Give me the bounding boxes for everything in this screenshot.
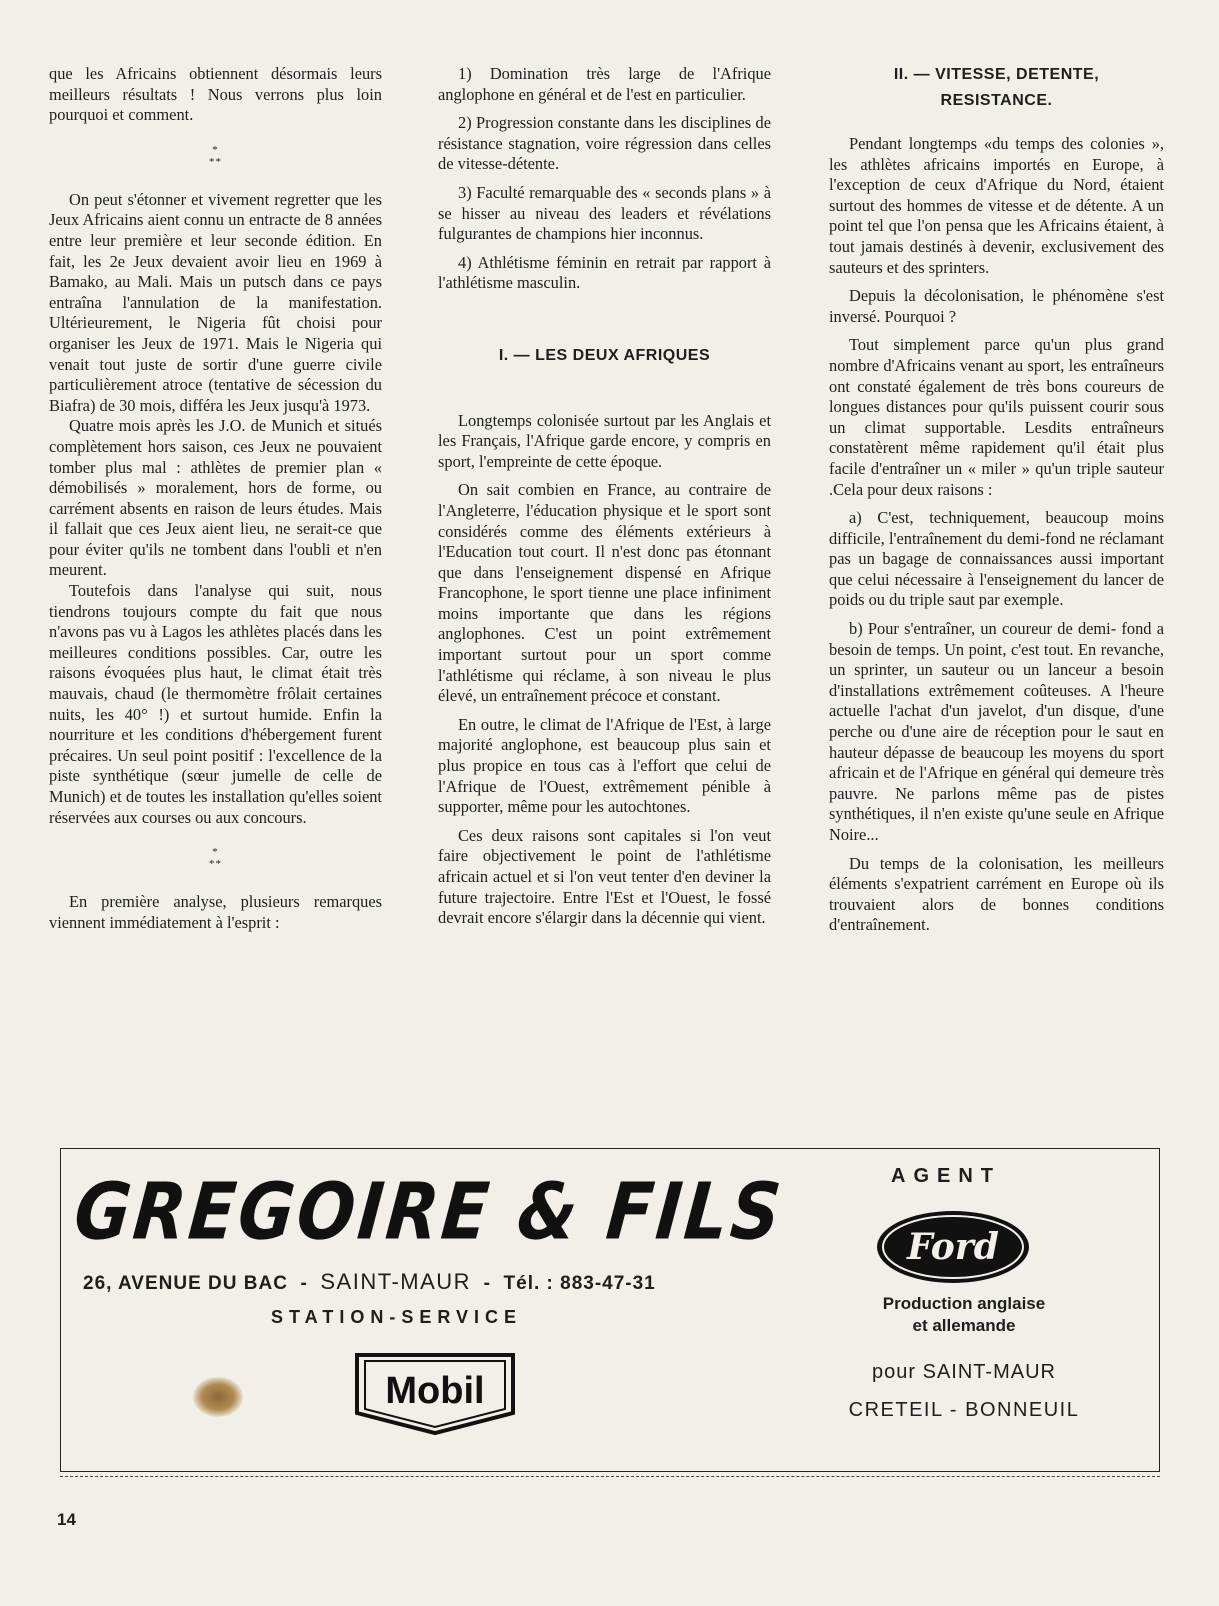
- paragraph: Pendant longtemps «du temps des colonies », les athlètes africains importés en Europe, à l'exception de ceux d'Afrique du Nord, étaient surtout des hommes de vitesse et de détente. A un point tel que l'on pensa que les Africains étaient, à tout jamais destinés à devenir, exclusivement des sauteurs et des sprinters.: [829, 134, 1164, 277]
- ad-station-service: STATION-SERVICE: [271, 1307, 523, 1327]
- section-separator: * **: [209, 143, 222, 168]
- divider: [60, 1476, 1160, 1477]
- mobil-logo-text: Mobil: [385, 1370, 485, 1412]
- paragraph: En première analyse, plusieurs remarques viennent immédiatement à l'esprit :: [49, 892, 382, 932]
- ad-phone: Tél. : 883-47-31: [503, 1273, 656, 1294]
- paragraph: Depuis la décolonisation, le phénomène s'est inversé. Pourquoi ?: [829, 286, 1164, 326]
- article-column-3: [829, 62, 1164, 936]
- ad-production-line: Production anglaise: [882, 1294, 1046, 1313]
- ad-address: 26, AVENUE DU BAC: [83, 1273, 288, 1294]
- paragraph: que les Africains obtiennent désormais leurs meilleurs résultats ! Nous verrons plus loin pourquoi et comment.: [49, 64, 382, 125]
- page-number: 14: [57, 1510, 76, 1529]
- section-heading-line: RESISTANCE.: [940, 92, 1053, 109]
- section-heading: I. — LES DEUX AFRIQUES: [498, 346, 711, 364]
- list-item: 3) Faculté remarquable des « seconds plans » à se hisser au niveau des leaders et révélations fulgurantes de champions hier inconnus.: [438, 182, 771, 244]
- paragraph: b) Pour s'entraîner, un coureur de demi- fond a besoin de temps. Un point, c'est tout. En revanche, un sprinter, un sauteur ou un lanceur a besoin d'installations extrêmement coûteuses. A l'heure actuelle l'achat d'un javelot, d'un disque, d'une perche ou d'une aire de réception pour le saut en hauteur dépasse de beaucoup les moyens du sport africain et de l'Afrique en général qui demeure très pauvre. Ne parlons même pas de pistes synthétiques, il n'en existe qu'une seule en Afrique Noire...: [829, 619, 1164, 844]
- paragraph: On peut s'étonner et vivement regretter que les Jeux Africains aient connu un entracte de 8 années entre leur première et leur seconde édition. En fait, les 2e Jeux devaient avoir lieu en 1969 à Bamako, au Mali. Mais un putsch dans ce pays entraîna l'annulation de la manifestation. Ultérieurement, le Nigeria fût choisi pour organiser les Jeux de 1971. Mais le Nigeria qui venait tout juste de sortir d'une guerre civile particulièrement atroce (tentative de sécession du Biafra) de 30 mois, différa les Jeux jusqu'à 1973.: [49, 189, 382, 415]
- paragraph: En outre, le climat de l'Afrique de l'Est, à large majorité anglophone, est beaucoup plus sain et plus propice en tous cas à l'effort que celui de l'Afrique de l'Ouest, extrêmement pénible à supporter, même pour les autochtones.: [438, 714, 771, 817]
- section-separator: * **: [209, 846, 222, 871]
- list-item: 1) Domination très large de l'Afrique anglophone en général et de l'est en particulier.: [438, 64, 771, 104]
- ad-towns-line: CRETEIL - BONNEUIL: [848, 1399, 1080, 1421]
- paragraph: Ces deux raisons sont capitales si l'on veut faire objectivement le point de l'athlétisme africain actuel et si l'on veut tenter d'en deviner la future trajectoire. Entre l'Est et l'Ouest, le fossé devrait encore s'élargir dans la décennie qui vient.: [438, 825, 771, 928]
- list-item: 2) Progression constante dans les disciplines de résistance stagnation, voire régression dans celles de vitesse-détente.: [438, 113, 771, 174]
- mobil-logo: [345, 1347, 525, 1437]
- paragraph: Quatre mois après les J.O. de Munich et situés complètement hors saison, ces Jeux ne pouvaient tomber plus mal : athlètes de premier plan « démobilisés » moralement, hors de forme, ou carrément absents en raison de leurs études. Mais il fallait que ces Jeux aient lieu, ne serait-ce que pour éviter qu'ils ne tombent dans l'oubli et n'en meurent.: [49, 416, 382, 580]
- ad-location-line: pour SAINT-MAUR: [872, 1361, 1056, 1383]
- article-column-1: [49, 64, 382, 933]
- section-heading: [829, 62, 1164, 114]
- list-item: 4) Athlétisme féminin en retrait par rapport à l'athlétisme masculin.: [438, 252, 771, 293]
- ad-agent-label: AGENT: [891, 1165, 1001, 1187]
- paragraph: Longtemps colonisée surtout par les Anglais et les Français, l'Afrique garde encore, y compris en sport, l'empreinte de cette époque.: [438, 410, 771, 471]
- advertisement: [60, 1148, 1160, 1472]
- section-heading-line: II. — VITESSE, DETENTE,: [893, 66, 1100, 83]
- paragraph: Du temps de la colonisation, les meilleurs éléments s'expatrient carrément en Europe où ils trouvaient alors de bonnes conditions d'entraînement.: [829, 853, 1164, 935]
- paragraph: Toutefois dans l'analyse qui suit, nous tiendrons toujours compte du fait que nous n'avons pas vu à Lagos les athlètes placés dans les meilleures conditions possibles. Car, outre les raisons évoquées plus haut, le climat était très mauvais, chaud (le thermomètre frôlait certaines nuits, les 40° !) et surtout humide. Enfin la nourriture et les conditions d'hébergement furent précaires. Un seul point positif : l'excellence de la piste synthétique (sœur jumelle de celle de Munich) et de toutes les installation qu'elles soient réservées aux courses ou aux concours.: [49, 581, 382, 827]
- ad-brand-name: GREGOIRE & FILS: [70, 1167, 788, 1258]
- ford-logo: [873, 1207, 1033, 1287]
- paragraph: On sait combien en France, au contraire de l'Angleterre, l'éducation physique et le sport sont considérés comme des éléments extérieurs à l'Education tout court. Il n'est donc pas étonnant que dans l'enseignement dispensé en Afrique Francophone, le sport tienne une place infiniment moins importante que dans les régions anglophones. C'est un point extrêmement important surtout pour un sport comme l'athlétisme qui réclame, à son niveau le plus élevé, un entraînement précoce et constant.: [438, 480, 771, 706]
- paragraph: Tout simplement parce qu'un plus grand nombre d'Africains venant au sport, les entraîneurs ont constaté également de très bons coureurs de longues distances pour qu'ils puissent courir sous un climat supportable. Lesdits entraîneurs constatèrent même rapidement qu'il était plus facile d'entraîner un « miler » qu'un triple sauteur .Cela pour deux raisons :: [829, 335, 1164, 499]
- paper-stain: [193, 1377, 243, 1417]
- paragraph: a) C'est, techniquement, beaucoup moins difficile, l'entraînement du demi-fond ne réclamant pas un bagage de connaissances aussi important que celui nécessaire à l'enseignement du lancer de poids ou du triple saut par exemple.: [829, 508, 1164, 610]
- ford-logo-text: Ford: [907, 1226, 999, 1268]
- ad-city: SAINT-MAUR: [320, 1269, 472, 1294]
- article-column-2: [438, 64, 771, 929]
- ad-separator: -: [300, 1273, 308, 1294]
- ad-production-line: et allemande: [912, 1316, 1016, 1335]
- ad-separator: -: [483, 1273, 491, 1294]
- ad-address-line: [83, 1269, 656, 1295]
- ad-production-text: [829, 1293, 1099, 1337]
